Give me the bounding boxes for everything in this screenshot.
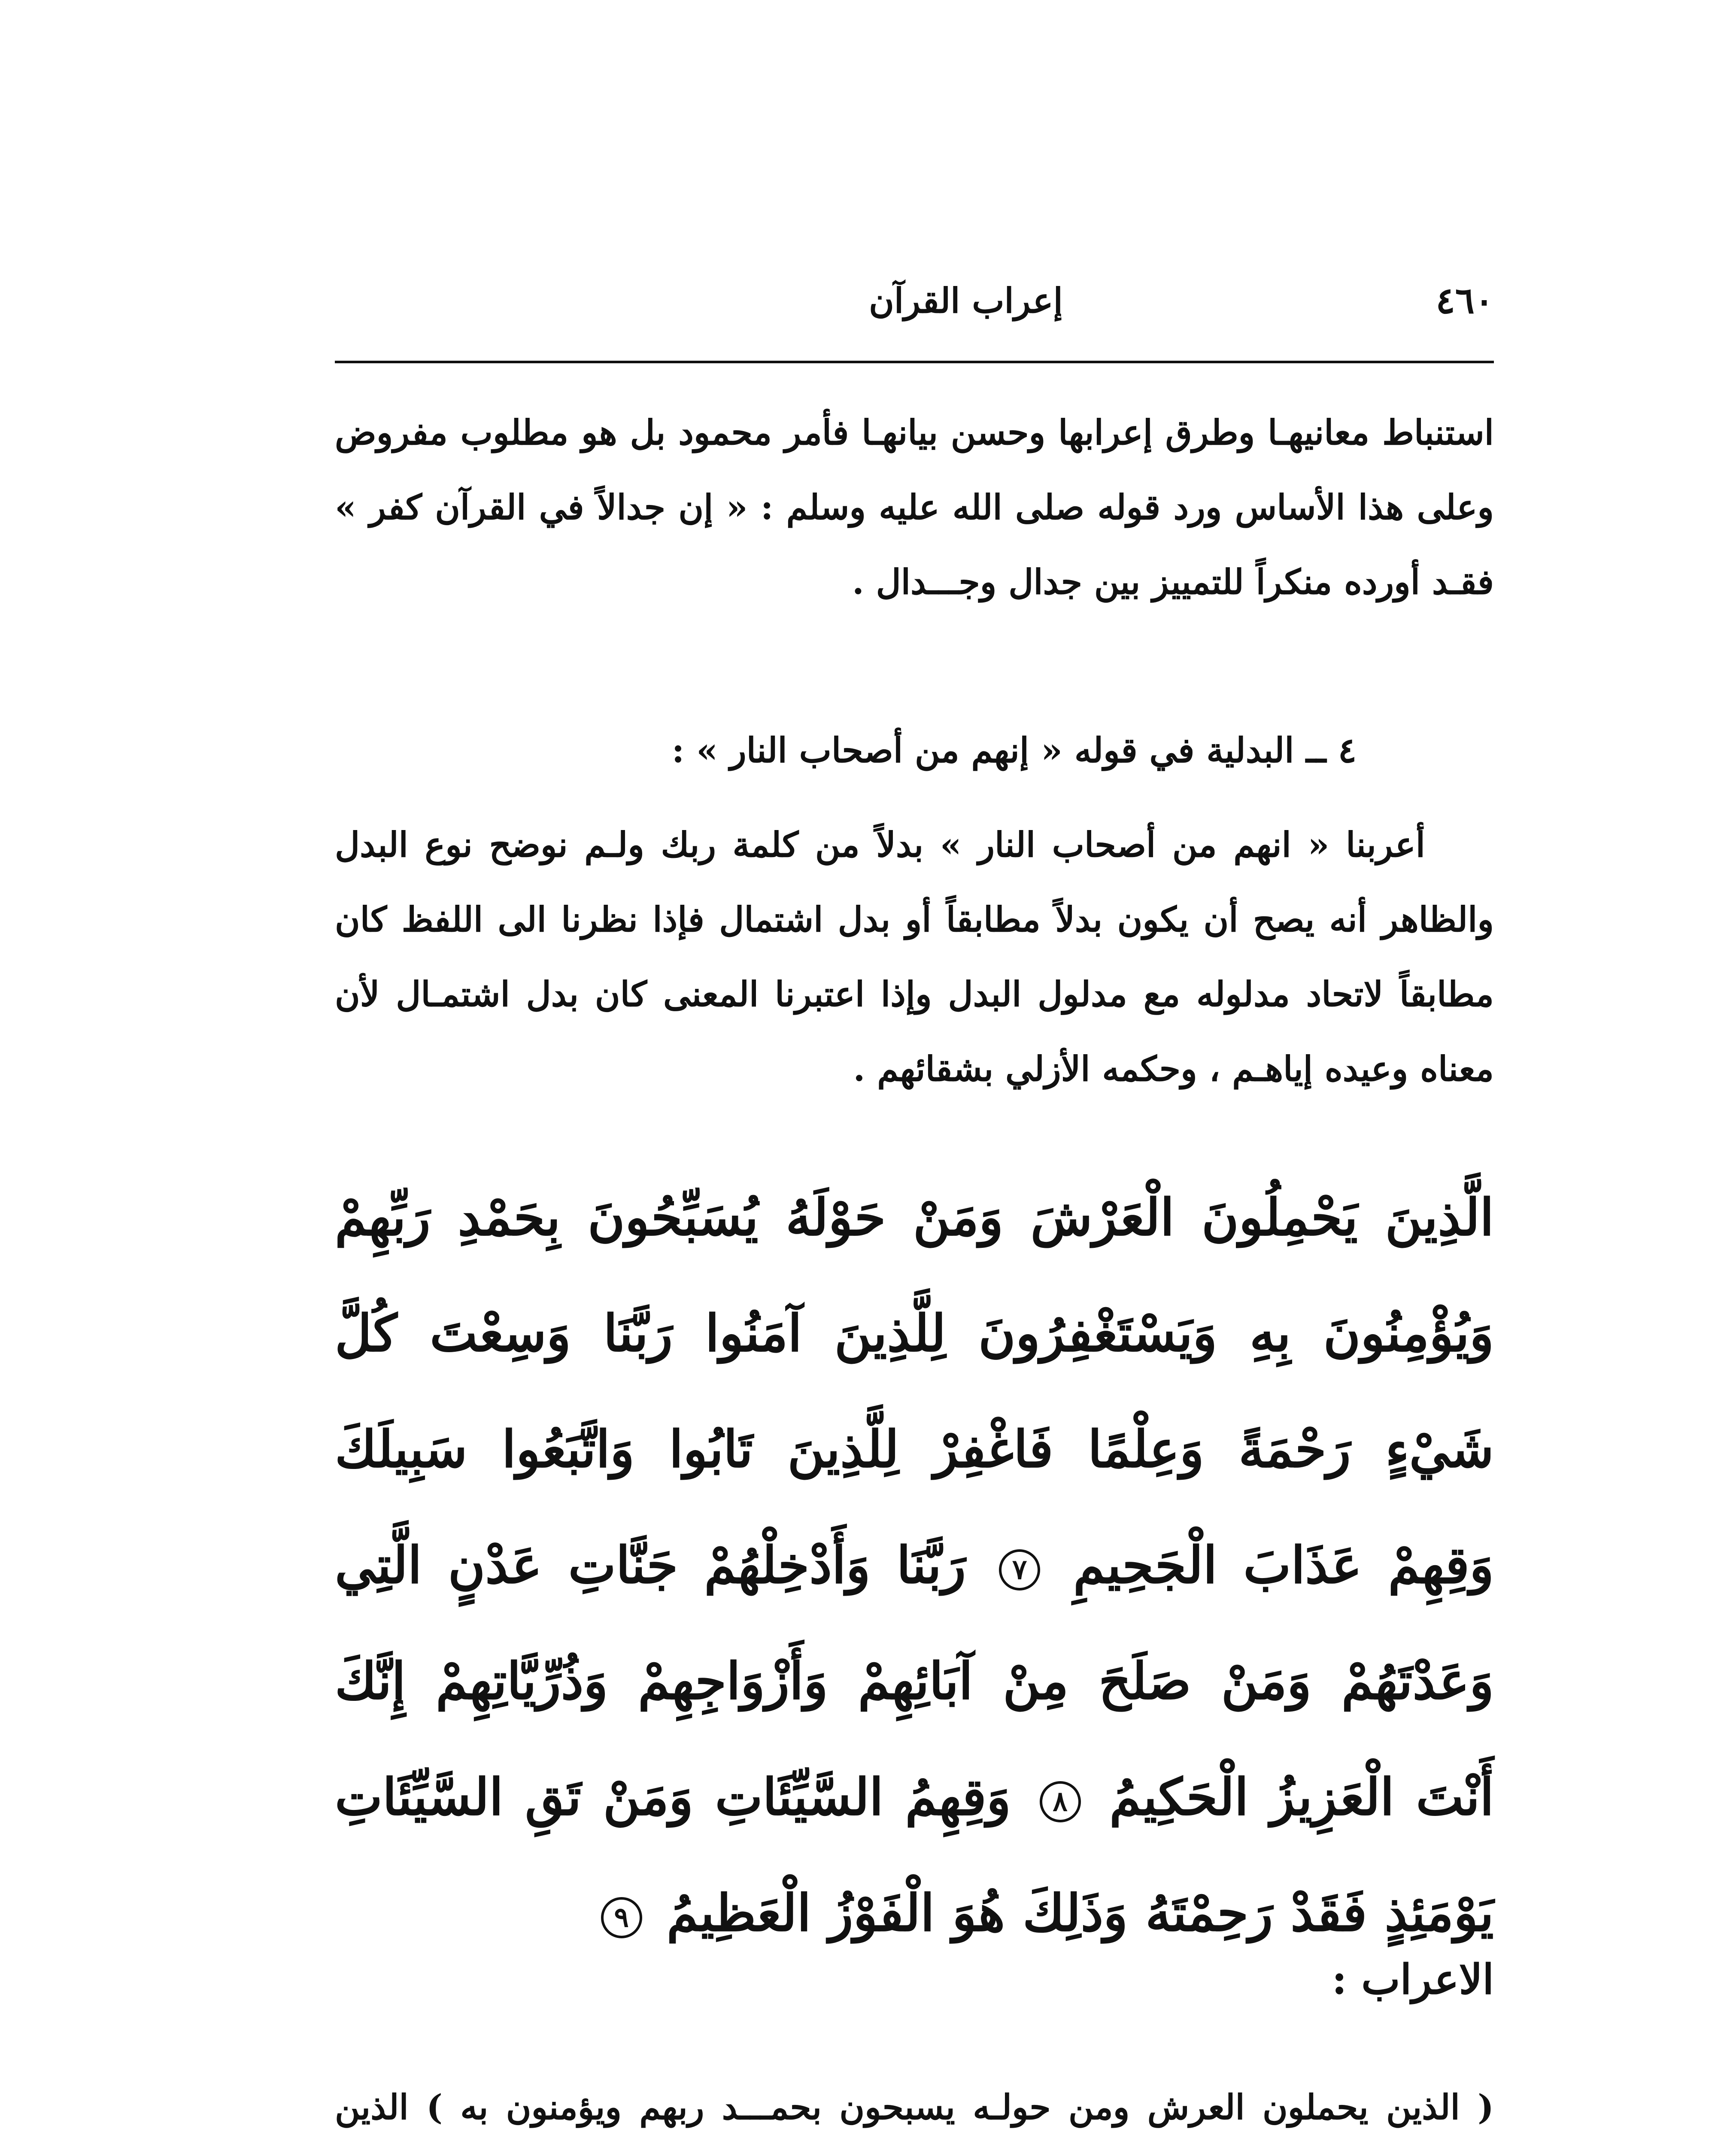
page-number: ٤٦٠ xyxy=(1436,279,1494,322)
running-title: إعراب القرآن xyxy=(869,280,1063,321)
irab-heading: الاعراب : xyxy=(1332,1955,1494,2004)
verse-part-1: الَّذِينَ يَحْمِلُونَ الْعَرْشَ وَمَنْ حَوْلَهُ يُسَبِّحُونَ بِحَمْدِ رَبِّهِمْ وَيُؤْمِنُونَ بِهِ وَيَسْتَغْفِرُونَ لِلَّذِينَ آمَنُوا رَبَّنَا وَسِعْتَ كُلَّ شَيْءٍ رَحْمَةً وَعِلْمًا فَاغْفِرْ لِلَّذِينَ تَابُوا وَاتَّبَعُوا سَبِيلَكَ وَقِهِمْ عَذَابَ الْجَحِيمِ xyxy=(335,1187,1494,1595)
paragraph-2-body: أعربنا « انهم من أصحاب النار » بدلاً من كلمة ربك ولـم نوضح نوع البدل والظاهر أنه يصح أن يكون بدلاً مطابقاً أو بدل اشتمال فإذا نظرنا الى اللفظ كان مطابقاً لاتحاد مدلوله مع مدلول البدل وإذا اعتبرنا المعنى كان بدل اشتمـال لأن معناه وعيده إياهـم ، وحكمه الأزلي بشقائهم . xyxy=(335,824,1494,1089)
paragraph-2-text xyxy=(335,807,1494,1106)
paragraph-2 xyxy=(335,807,1494,1106)
verse-number-7: ٧ xyxy=(999,1549,1040,1590)
paragraph-1 xyxy=(335,395,1494,619)
verse-part-3: وَقِهِمُ السَّيِّئَاتِ وَمَنْ تَقِ السَّيِّئَاتِ يَوْمَئِذٍ فَقَدْ رَحِمْتَهُ وَذَلِكَ هُوَ الْفَوْزُ الْعَظِيمُ xyxy=(335,1767,1494,1943)
header-divider xyxy=(335,361,1494,363)
paragraph-1-text: استنباط معانيهـا وطرق إعرابها وحسن بيانهـا فأمر محمود بل هو مطلوب مفروض وعلى هذا الأساس ورد قوله صلى الله عليه وسلم : « إن جدالاً في القرآن كفر » فقـد أورده منكراً للتمييز بين جدال وجـــدال . xyxy=(335,412,1494,602)
quran-verse xyxy=(335,1159,1494,1971)
verse-number-9: ٩ xyxy=(601,1897,642,1938)
section-heading: ٤ ــ البدلية في قوله « إنهم من أصحاب النار » : xyxy=(671,730,1357,770)
verse-part-2: رَبَّنَا وَأَدْخِلْهُمْ جَنَّاتِ عَدْنٍ الَّتِي وَعَدْتَهُمْ وَمَنْ صَلَحَ مِنْ آبَائِهِمْ وَأَزْوَاجِهِمْ وَذُرِّيَّاتِهِمْ إِنَّكَ أَنْتَ الْعَزِيزُ الْحَكِيمُ xyxy=(335,1535,1494,1827)
paragraph-3 xyxy=(335,2070,1494,2147)
verse-number-8: ٨ xyxy=(1040,1781,1081,1822)
paragraph-3-text: ( الذين يحملون العرش ومن حولـه يسبحون بحمـــد ربهم ويؤمنون به ) الذين xyxy=(335,2087,1494,2127)
page-header xyxy=(335,275,1494,335)
